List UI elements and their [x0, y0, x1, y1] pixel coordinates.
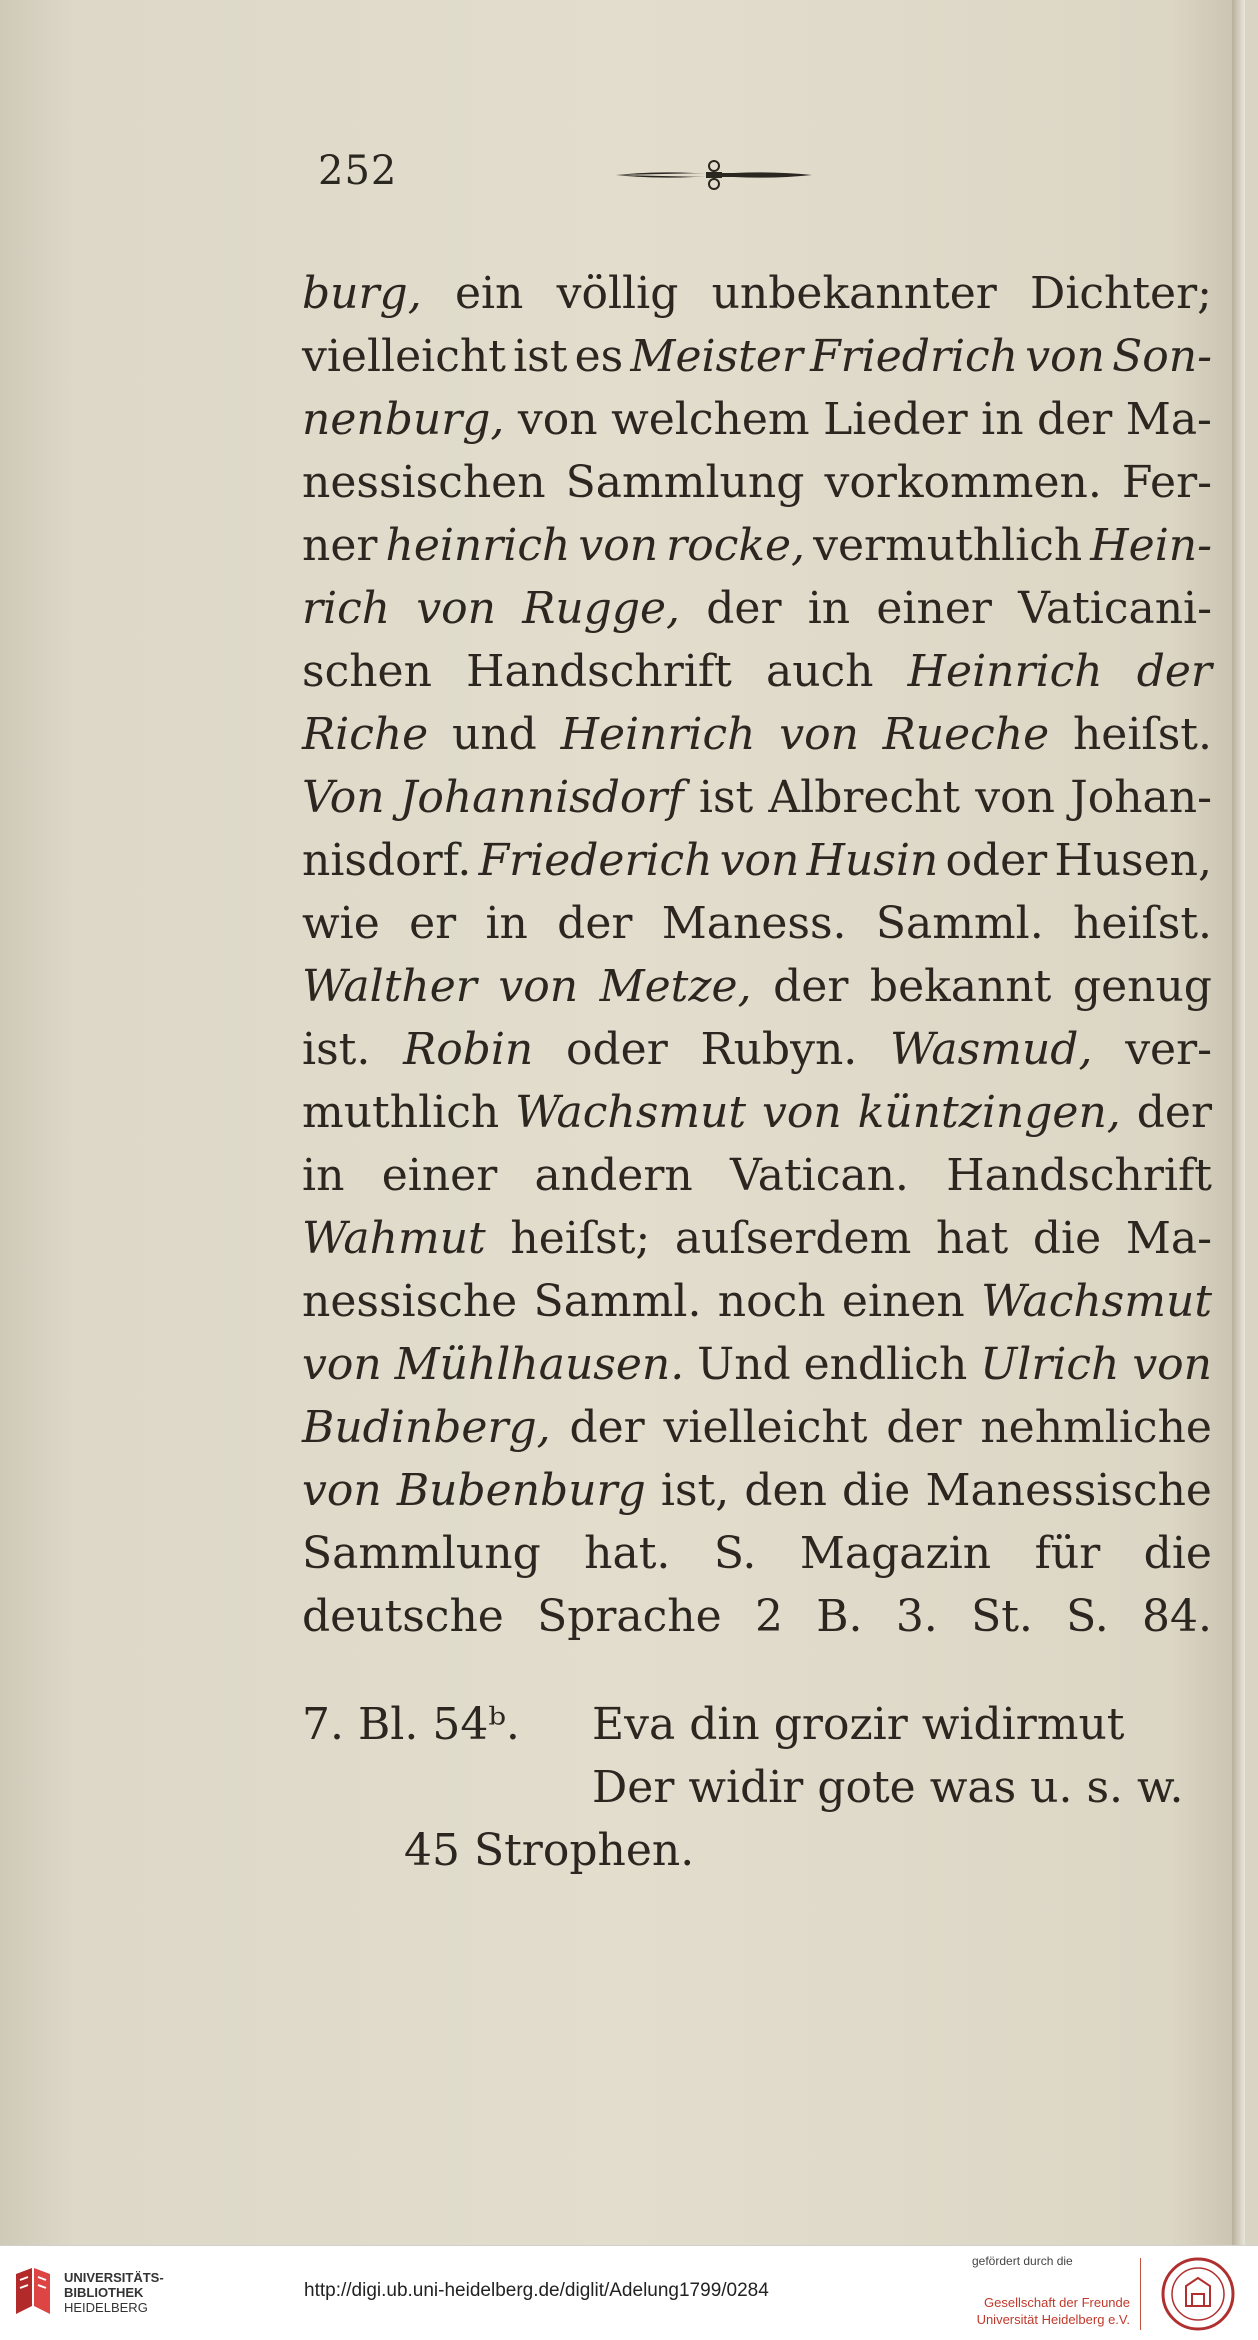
library-logo-icon[interactable]: [12, 2266, 54, 2318]
word: Mühlhausen.: [394, 1339, 685, 1390]
word: der: [1037, 394, 1113, 445]
text-line: [302, 1207, 1212, 1270]
sponsor-name-line: Universität Heidelberg e.V.: [976, 2312, 1130, 2327]
word: Husin: [806, 835, 939, 886]
word: Magazin: [799, 1528, 992, 1579]
word: Rugge,: [522, 583, 681, 634]
word: die: [1032, 1213, 1102, 1264]
word: den: [744, 1465, 827, 1516]
word: der: [773, 961, 849, 1012]
word: auch: [765, 646, 874, 697]
word: muthlich: [302, 1087, 500, 1138]
text-line: [302, 1018, 1212, 1081]
word: 2: [754, 1591, 783, 1642]
text-line: [302, 829, 1212, 892]
text-line: [302, 451, 1212, 514]
text-line: [302, 892, 1212, 955]
word: nisdorf.: [302, 835, 472, 886]
word: von: [762, 1087, 842, 1138]
library-name[interactable]: [64, 2270, 164, 2315]
word: Friedrich: [810, 331, 1019, 382]
word: ein: [454, 268, 524, 319]
word: er: [409, 898, 457, 949]
word: S.: [1066, 1591, 1109, 1642]
word: unbekannter: [711, 268, 997, 319]
word: die: [842, 1465, 911, 1516]
word: Wachsmut: [981, 1276, 1212, 1327]
text-line: [302, 640, 1212, 703]
word: Johan-: [1070, 772, 1212, 823]
word: Handschrift: [946, 1150, 1212, 1201]
word: ist.: [302, 1024, 371, 1075]
sponsor-label: gefördert durch die: [972, 2254, 1073, 2268]
word: ist,: [660, 1465, 730, 1516]
text-line: [302, 514, 1212, 577]
word: Friederich: [478, 835, 713, 886]
word: Walther: [302, 961, 477, 1012]
word: vielleicht: [663, 1402, 868, 1453]
library-name-line: UNIVERSITÄTS-: [64, 2270, 164, 2285]
word: bekannt: [869, 961, 1052, 1012]
word: rocke,: [666, 520, 806, 571]
word: wie: [302, 898, 380, 949]
word: hat.: [584, 1528, 671, 1579]
library-name-line: HEIDELBERG: [64, 2300, 148, 2315]
word: der: [706, 583, 782, 634]
word: vorkommen.: [824, 457, 1102, 508]
text-line: [302, 1396, 1212, 1459]
word: in: [981, 394, 1024, 445]
text-line: [302, 262, 1212, 325]
word: Riche: [302, 709, 429, 760]
body-text: [302, 262, 1212, 1648]
word: ist: [698, 772, 754, 823]
word: nehmliche: [980, 1402, 1212, 1453]
text-line: [302, 955, 1212, 1018]
word: Ma-: [1125, 394, 1212, 445]
word: Ulrich: [980, 1339, 1120, 1390]
word: Vatican.: [730, 1150, 909, 1201]
word: der: [886, 1402, 962, 1453]
word: nessischen: [302, 457, 546, 508]
page-number: 252: [318, 148, 398, 194]
word: Lieder: [823, 394, 968, 445]
word: vermuthlich: [813, 520, 1083, 571]
word: von: [517, 394, 598, 445]
word: von: [416, 583, 496, 634]
word: heiſst;: [510, 1213, 651, 1264]
word: burg,: [302, 268, 422, 319]
word: Budinberg,: [302, 1402, 551, 1453]
word: Johannisdorf: [399, 772, 684, 823]
word: ist: [513, 331, 568, 382]
word: Handschrift: [466, 646, 732, 697]
word: in: [302, 1150, 345, 1201]
word: es: [574, 331, 624, 382]
word: der: [1136, 1087, 1212, 1138]
word: von: [719, 835, 800, 886]
permalink-url[interactable]: http://digi.ub.uni-heidelberg.de/diglit/Adelung1799/0284: [304, 2280, 769, 2301]
word: von: [1132, 1339, 1212, 1390]
word: Hein-: [1090, 520, 1212, 571]
word: von: [779, 709, 859, 760]
word: in: [807, 583, 851, 634]
word: Dichter;: [1030, 268, 1212, 319]
word: Samml.: [875, 898, 1044, 949]
word: vielleicht: [302, 331, 506, 382]
word: der: [557, 898, 633, 949]
word: Rueche: [882, 709, 1050, 760]
word: hat: [935, 1213, 1009, 1264]
word: küntzingen,: [857, 1087, 1121, 1138]
university-seal-icon[interactable]: [1160, 2256, 1236, 2332]
text-line: [302, 1270, 1212, 1333]
word: einer: [876, 583, 992, 634]
word: von: [498, 961, 579, 1012]
word: von: [578, 520, 659, 571]
word: Meister: [630, 331, 803, 382]
word: oder: [566, 1024, 668, 1075]
word: Vaticani-: [1018, 583, 1212, 634]
word: andern: [534, 1150, 693, 1201]
word: nessische: [302, 1276, 518, 1327]
word: Heinrich: [560, 709, 756, 760]
word: für: [1034, 1528, 1101, 1579]
word: von: [1025, 331, 1105, 382]
word: in: [485, 898, 528, 949]
word: und: [451, 709, 537, 760]
text-line: [302, 1585, 1212, 1648]
word: S.: [713, 1528, 757, 1579]
word: Son-: [1112, 331, 1212, 382]
text-line: [302, 1333, 1212, 1396]
word: Maness.: [661, 898, 847, 949]
entry-reference: 7. Bl. 54ᵇ.: [302, 1699, 520, 1750]
text-line: [302, 388, 1212, 451]
word: schen: [302, 646, 432, 697]
word: deutsche: [302, 1591, 504, 1642]
word: der: [1136, 646, 1212, 697]
word: Wachsmut: [515, 1087, 747, 1138]
word: Wasmud,: [890, 1024, 1093, 1075]
word: Und: [697, 1339, 791, 1390]
word: heiſst.: [1073, 898, 1212, 949]
word: Bubenburg: [396, 1465, 646, 1516]
word: völlig: [556, 268, 679, 319]
page-edge: [1232, 0, 1245, 2245]
word: Rubyn.: [700, 1024, 858, 1075]
word: einer: [381, 1150, 498, 1201]
word: ver-: [1125, 1024, 1212, 1075]
sponsor-name[interactable]: [970, 2294, 1130, 2328]
text-line: [302, 1522, 1212, 1585]
sponsor-name-line: Gesellschaft der Freunde: [984, 2295, 1130, 2310]
word: heinrich: [385, 520, 571, 571]
text-line: [302, 766, 1212, 829]
viewer-footer: [0, 2245, 1258, 2340]
word: endlich: [803, 1339, 968, 1390]
verse-line-2: Der widir gote was u. s. w.: [592, 1762, 1184, 1813]
text-line: [302, 1144, 1212, 1207]
word: die: [1143, 1528, 1212, 1579]
word: einen: [841, 1276, 965, 1327]
library-name-line: BIBLIOTHEK: [64, 2285, 144, 2300]
word: Von: [302, 772, 385, 823]
word: Heinrich: [907, 646, 1103, 697]
strophe-count: 45 Strophen.: [404, 1825, 695, 1876]
word: Robin: [403, 1024, 534, 1075]
word: rich: [302, 583, 391, 634]
word: nenburg,: [302, 394, 505, 445]
word: noch: [717, 1276, 826, 1327]
word: genug: [1072, 961, 1212, 1012]
verse-line-1: Eva din grozir widirmut: [592, 1699, 1125, 1750]
word: Wahmut: [302, 1213, 486, 1264]
word: 3.: [895, 1591, 938, 1642]
word: Husen,: [1054, 835, 1212, 886]
word: oder: [945, 835, 1048, 886]
page-header: [318, 148, 1218, 208]
word: auſserdem: [674, 1213, 912, 1264]
text-line: [302, 703, 1212, 766]
word: Metze,: [599, 961, 752, 1012]
ornament-rule-icon: [614, 160, 814, 190]
word: von: [975, 772, 1055, 823]
text-line: [302, 325, 1212, 388]
word: heiſst.: [1072, 709, 1212, 760]
text-line: [302, 1081, 1212, 1144]
word: welchem: [611, 394, 810, 445]
word: Manessische: [925, 1465, 1212, 1516]
word: ner: [302, 520, 378, 571]
divider: [1140, 2258, 1141, 2330]
word: von: [302, 1339, 382, 1390]
word: der: [569, 1402, 645, 1453]
word: Sammlung: [565, 457, 805, 508]
word: Albrecht: [768, 772, 961, 823]
word: Ma-: [1125, 1213, 1212, 1264]
word: Fer-: [1121, 457, 1212, 508]
text-line: [302, 577, 1212, 640]
text-line: [302, 1459, 1212, 1522]
word: Samml.: [533, 1276, 702, 1327]
word: St.: [971, 1591, 1033, 1642]
word: Sammlung: [302, 1528, 541, 1579]
word: Sprache: [537, 1591, 722, 1642]
word: von: [302, 1465, 382, 1516]
word: B.: [816, 1591, 863, 1642]
word: 84.: [1141, 1591, 1212, 1642]
